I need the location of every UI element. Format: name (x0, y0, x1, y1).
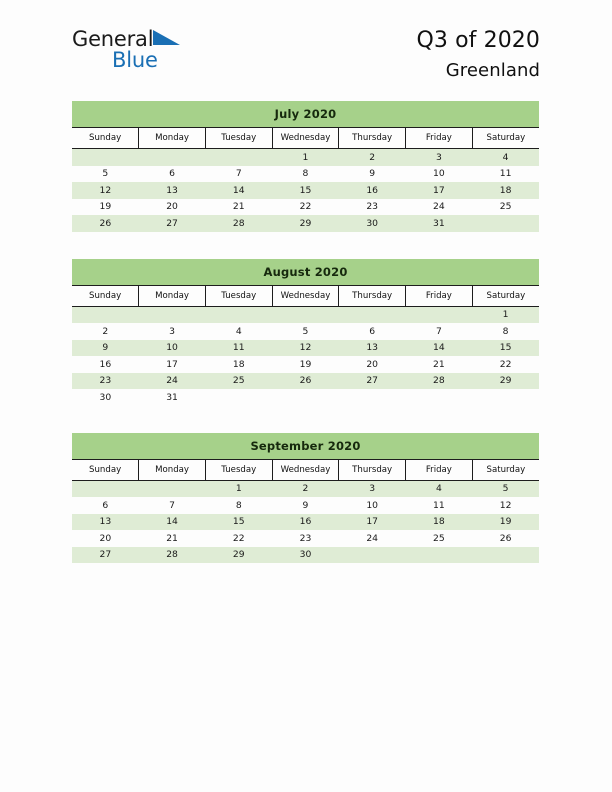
day-cell[interactable]: 16 (272, 514, 339, 531)
day-cell[interactable]: 13 (72, 514, 139, 531)
week-row (72, 547, 539, 564)
week-row (72, 514, 539, 531)
day-cell[interactable]: 20 (139, 199, 206, 216)
day-cell[interactable]: 21 (139, 530, 206, 547)
day-cell[interactable]: 26 (272, 373, 339, 390)
day-cell[interactable]: 29 (472, 373, 539, 390)
day-cell[interactable]: 2 (339, 149, 406, 166)
page-header (0, 0, 612, 81)
day-cell[interactable]: 30 (272, 547, 339, 564)
weekday-header-monday: Monday (139, 285, 206, 306)
day-cell[interactable]: 6 (339, 323, 406, 340)
day-cell[interactable]: 17 (139, 356, 206, 373)
week-row (72, 323, 539, 340)
weekday-header-saturday: Saturday (472, 128, 539, 149)
day-cell[interactable]: 30 (72, 389, 139, 406)
day-cell-empty (339, 547, 406, 564)
day-cell-empty (472, 389, 539, 406)
day-cell[interactable]: 1 (205, 480, 272, 497)
week-row (72, 356, 539, 373)
day-cell[interactable]: 25 (406, 530, 473, 547)
calendar-months (72, 101, 539, 590)
month-block (72, 101, 539, 232)
month-title: July 2020 (72, 101, 539, 128)
day-cell[interactable]: 27 (139, 215, 206, 232)
day-cell-empty (139, 306, 206, 323)
weekday-header-thursday: Thursday (339, 459, 406, 480)
logo-word-blue: Blue (112, 48, 158, 72)
day-cell-empty (339, 306, 406, 323)
day-cell[interactable]: 21 (406, 356, 473, 373)
day-cell-empty (139, 149, 206, 166)
day-cell[interactable]: 31 (139, 389, 206, 406)
day-cell-empty (272, 306, 339, 323)
day-cell[interactable]: 15 (472, 340, 539, 357)
day-cell-empty (339, 389, 406, 406)
week-row (72, 340, 539, 357)
day-cell[interactable]: 3 (139, 323, 206, 340)
day-cell[interactable]: 13 (339, 340, 406, 357)
day-cell[interactable]: 2 (272, 480, 339, 497)
day-cell[interactable]: 22 (205, 530, 272, 547)
day-cell[interactable]: 14 (205, 182, 272, 199)
day-cell[interactable]: 10 (406, 166, 473, 183)
page-subtitle: Greenland (445, 59, 540, 81)
day-cell-empty (406, 389, 473, 406)
day-cell[interactable]: 1 (472, 306, 539, 323)
logo-line-one (72, 29, 181, 51)
day-cell[interactable]: 29 (272, 215, 339, 232)
day-cell[interactable]: 4 (472, 149, 539, 166)
day-cell[interactable]: 23 (272, 530, 339, 547)
month-title: September 2020 (72, 433, 539, 460)
weekday-header-tuesday: Tuesday (205, 285, 272, 306)
day-cell[interactable]: 12 (272, 340, 339, 357)
weekday-header-friday: Friday (406, 459, 473, 480)
weekday-header-tuesday: Tuesday (205, 459, 272, 480)
day-cell[interactable]: 29 (205, 547, 272, 564)
day-cell[interactable]: 20 (339, 356, 406, 373)
day-cell-empty (72, 480, 139, 497)
month-title-row (72, 101, 539, 128)
month-calendar (72, 259, 539, 406)
day-cell[interactable]: 3 (406, 149, 473, 166)
day-cell[interactable]: 25 (472, 199, 539, 216)
day-cell[interactable]: 24 (339, 530, 406, 547)
day-cell-empty (205, 306, 272, 323)
day-cell[interactable]: 17 (339, 514, 406, 531)
day-cell[interactable]: 5 (272, 323, 339, 340)
day-cell[interactable]: 3 (339, 480, 406, 497)
day-cell[interactable]: 11 (472, 166, 539, 183)
day-cell[interactable]: 24 (406, 199, 473, 216)
day-cell[interactable]: 22 (472, 356, 539, 373)
day-cell[interactable]: 26 (472, 530, 539, 547)
day-cell[interactable]: 19 (472, 514, 539, 531)
day-cell[interactable]: 28 (205, 215, 272, 232)
week-row (72, 497, 539, 514)
day-cell[interactable]: 1 (272, 149, 339, 166)
week-row (72, 306, 539, 323)
day-cell[interactable]: 16 (72, 356, 139, 373)
month-title-row (72, 433, 539, 460)
month-calendar (72, 101, 539, 232)
day-cell[interactable]: 15 (205, 514, 272, 531)
weekday-header-monday: Monday (139, 128, 206, 149)
day-cell[interactable]: 14 (139, 514, 206, 531)
weekday-header-thursday: Thursday (339, 128, 406, 149)
day-cell[interactable]: 25 (205, 373, 272, 390)
day-cell[interactable]: 13 (139, 182, 206, 199)
day-cell[interactable]: 10 (339, 497, 406, 514)
day-cell[interactable]: 11 (205, 340, 272, 357)
weekday-header-wednesday: Wednesday (272, 128, 339, 149)
day-cell[interactable]: 6 (72, 497, 139, 514)
day-cell[interactable]: 28 (139, 547, 206, 564)
weekday-header-saturday: Saturday (472, 459, 539, 480)
day-cell[interactable]: 30 (339, 215, 406, 232)
day-cell[interactable]: 22 (272, 199, 339, 216)
day-cell[interactable]: 7 (406, 323, 473, 340)
day-cell[interactable]: 19 (72, 199, 139, 216)
day-cell[interactable]: 26 (72, 215, 139, 232)
weekday-header-monday: Monday (139, 459, 206, 480)
week-row (72, 530, 539, 547)
general-blue-logo (72, 29, 181, 71)
weekday-header-sunday: Sunday (72, 285, 139, 306)
day-cell[interactable]: 5 (72, 166, 139, 183)
day-cell[interactable]: 5 (472, 480, 539, 497)
day-cell-empty (205, 149, 272, 166)
weekday-header-friday: Friday (406, 285, 473, 306)
day-cell[interactable]: 28 (406, 373, 473, 390)
day-cell[interactable]: 7 (205, 166, 272, 183)
day-cell[interactable]: 18 (472, 182, 539, 199)
day-cell-empty (406, 547, 473, 564)
day-cell[interactable]: 6 (139, 166, 206, 183)
week-row (72, 182, 539, 199)
day-cell[interactable]: 7 (139, 497, 206, 514)
month-block (72, 433, 539, 564)
day-cell[interactable]: 4 (205, 323, 272, 340)
weekday-header-row (72, 285, 539, 306)
day-cell[interactable]: 16 (339, 182, 406, 199)
weekday-header-wednesday: Wednesday (272, 459, 339, 480)
weekday-header-tuesday: Tuesday (205, 128, 272, 149)
day-cell[interactable]: 8 (272, 166, 339, 183)
weekday-header-wednesday: Wednesday (272, 285, 339, 306)
day-cell[interactable]: 27 (72, 547, 139, 564)
day-cell-empty (272, 389, 339, 406)
weekday-header-saturday: Saturday (472, 285, 539, 306)
day-cell[interactable]: 8 (472, 323, 539, 340)
day-cell[interactable]: 20 (72, 530, 139, 547)
day-cell[interactable]: 18 (205, 356, 272, 373)
week-row (72, 199, 539, 216)
logo-word-general: General (72, 27, 154, 51)
day-cell[interactable]: 12 (72, 182, 139, 199)
day-cell[interactable]: 4 (406, 480, 473, 497)
weekday-header-friday: Friday (406, 128, 473, 149)
day-cell[interactable]: 23 (339, 199, 406, 216)
month-block (72, 259, 539, 406)
weekday-header-sunday: Sunday (72, 459, 139, 480)
day-cell-empty (139, 480, 206, 497)
day-cell-empty (472, 547, 539, 564)
day-cell[interactable]: 15 (272, 182, 339, 199)
day-cell[interactable]: 24 (139, 373, 206, 390)
day-cell[interactable]: 12 (472, 497, 539, 514)
day-cell[interactable]: 2 (72, 323, 139, 340)
month-calendar (72, 433, 539, 564)
day-cell[interactable]: 9 (272, 497, 339, 514)
day-cell[interactable]: 8 (205, 497, 272, 514)
day-cell[interactable]: 9 (339, 166, 406, 183)
week-row (72, 373, 539, 390)
week-row (72, 166, 539, 183)
weekday-header-thursday: Thursday (339, 285, 406, 306)
day-cell-empty (72, 149, 139, 166)
week-row (72, 215, 539, 232)
day-cell-empty (72, 306, 139, 323)
day-cell[interactable]: 19 (272, 356, 339, 373)
day-cell[interactable]: 9 (72, 340, 139, 357)
day-cell-empty (205, 389, 272, 406)
month-title: August 2020 (72, 259, 539, 286)
page-title: Q3 of 2020 (416, 28, 540, 53)
day-cell[interactable]: 18 (406, 514, 473, 531)
day-cell[interactable]: 31 (406, 215, 473, 232)
weekday-header-sunday: Sunday (72, 128, 139, 149)
day-cell-empty (406, 306, 473, 323)
week-row (72, 480, 539, 497)
weekday-header-row (72, 128, 539, 149)
day-cell[interactable]: 10 (139, 340, 206, 357)
day-cell[interactable]: 23 (72, 373, 139, 390)
day-cell[interactable]: 14 (406, 340, 473, 357)
day-cell[interactable]: 17 (406, 182, 473, 199)
day-cell[interactable]: 11 (406, 497, 473, 514)
triangle-icon (153, 30, 181, 49)
weekday-header-row (72, 459, 539, 480)
day-cell[interactable]: 27 (339, 373, 406, 390)
title-block (417, 28, 541, 82)
month-title-row (72, 259, 539, 286)
day-cell-empty (472, 215, 539, 232)
day-cell[interactable]: 21 (205, 199, 272, 216)
week-row (72, 149, 539, 166)
week-row (72, 389, 539, 406)
